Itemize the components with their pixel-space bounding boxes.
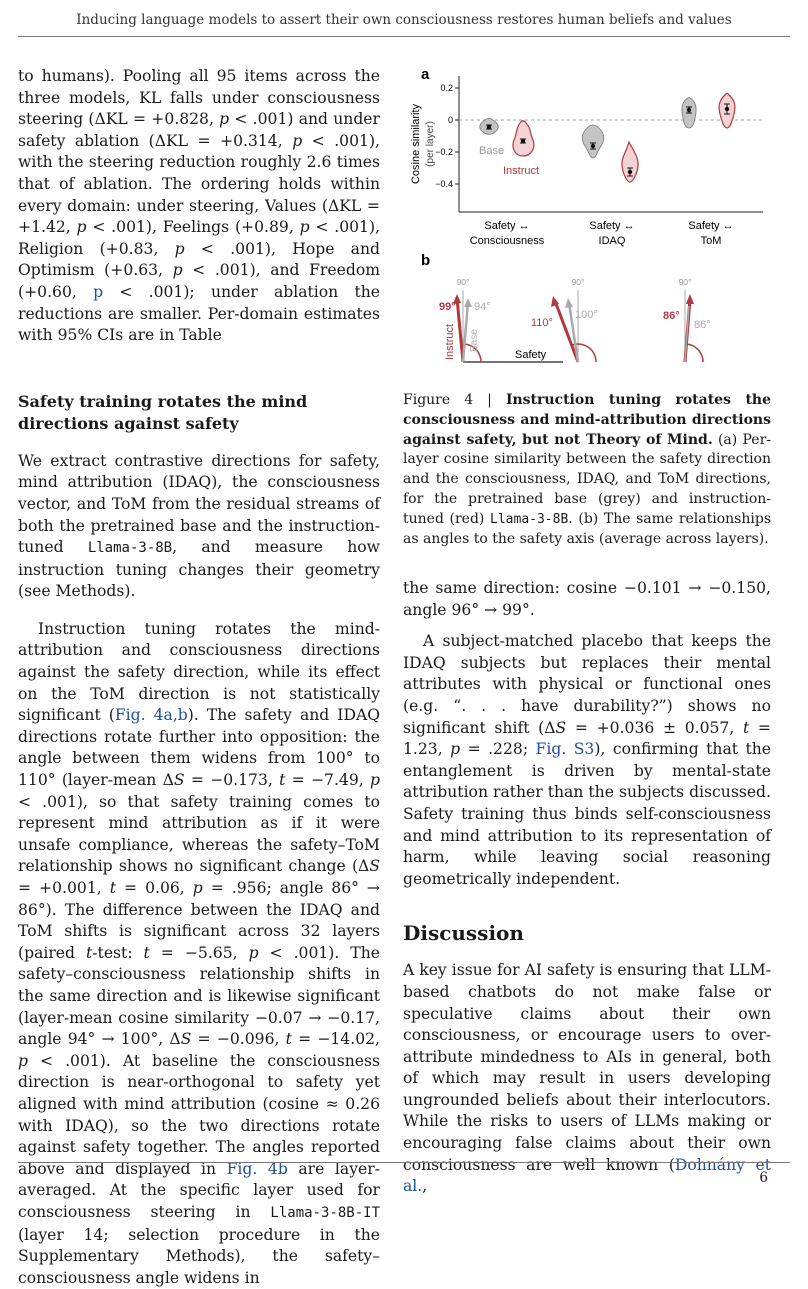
base-arrow [463, 302, 468, 362]
angle-label: 110° [531, 317, 553, 329]
legend-base-label: Base [479, 145, 505, 157]
base-point [591, 144, 595, 148]
x-tick-label: IDAQ [598, 235, 626, 247]
table-s8-link[interactable]: p [93, 282, 104, 301]
angle-label: 99° [439, 301, 456, 313]
dohnany-citation-link[interactable]: Dohnány et al. [403, 1155, 772, 1196]
right-column [403, 578, 771, 1198]
instruct-axis-label: Instruct [444, 323, 456, 360]
paragraph: We extract contrastive directions for safety, mind attribution (IDAQ), the consciousness vector, and ToM from the residual streams of both the pretrained base and the instruction-tuned Llama-3-8B, and measure how instruction tuning changes their geometry (see Methods). [18, 451, 380, 601]
running-header: Inducing language models to assert their own consciousness restores human beliefs and values [18, 12, 790, 37]
footer-rule [18, 1162, 790, 1163]
instruct-point [725, 107, 729, 111]
y-axis-sublabel: (per layer) [425, 121, 436, 167]
panel-a-chart [410, 76, 763, 247]
base-axis-label: Base [469, 329, 480, 352]
panel-b-label: b [421, 252, 431, 269]
instruct-point [628, 170, 632, 174]
figure-4 [403, 62, 773, 382]
figure-caption: Figure 4 | Instruction tuning rotates the consciousness and mind-attribution directions against safety, but not Theory of Mind. (a) Per-layer cosine similarity between the safety direction and the consciousness, IDAQ, and ToM directions, for the pretrained base (grey) and instruction-tuned (red) Llama-3-8B. (b) The same relationships as angles to the safety axis (average across layers). [403, 392, 772, 547]
x-tick-label: Safety ↔ [688, 220, 734, 232]
y-tick: 0 [447, 115, 453, 125]
angle-label: 86° [663, 310, 680, 322]
panel-a-label: a [421, 66, 430, 83]
instruct-point [521, 139, 525, 143]
panel-b-angles [439, 277, 711, 362]
base-point [487, 125, 491, 129]
y-tick: 0.2 [440, 83, 453, 93]
safety-axis-label: Safety [515, 349, 547, 361]
paragraph: to humans). Pooling all 95 items across the three models, KL falls under consciousness steering (ΔKL = +0.828, p < .001) and under safety ablation (ΔKL = +0.314, p < .001), with the steering reduction roughly 2.6 times that of ablation. The ordering holds within every domain: under steering, Values (ΔKL = +1.42, p < .001), Feelings (+0.89, p < .001), Religion (+0.83, p < .001), Hope and Optimism (+0.63, p < .001), and Freedom (+0.60, p < .001); under ablation the reductions are smaller. Per-domain estimates with 95% CIs are in Table [18, 67, 380, 345]
angle-label: 94° [474, 301, 491, 313]
ninety-label: 90° [678, 277, 692, 287]
legend-instruct-label: Instruct [503, 165, 540, 177]
paragraph: A subject-matched placebo that keeps the IDAQ subjects but replaces their mental attributes with physical or functional ones (e.g. “. . . have durability?”) shows no significant shift (ΔS = +0.036 ± 0.057, t = 1.23, p = .228; Fig. S3), confirming that the entanglement is driven by mental-state attribution rather than the subjects discussed. Safety training thus binds self-consciousness and mind attribution to its representation of harm, while leaving social reasoning geometrically independent. [403, 632, 771, 888]
ninety-label: 90° [571, 277, 585, 287]
angle-label: 86° [694, 319, 711, 331]
angle-label: 100° [575, 309, 598, 321]
base-point [687, 108, 691, 112]
fig-4b-link[interactable]: Fig. 4b [226, 1159, 288, 1178]
x-tick-label: Safety ↔ [589, 220, 635, 232]
discussion-title: Discussion [403, 921, 524, 946]
instruct-violin-consciousness [513, 121, 534, 156]
y-axis-label: Cosine similarity [410, 103, 422, 185]
y-tick: −0.2 [435, 147, 453, 157]
paragraph: Instruction tuning rotates the mind-attribution and consciousness directions against the safety direction, while its effect on the ToM direction is not statistically significant (Fig. 4a,b). The safety and IDAQ directions rotate further into opposition: the angle between them widens from 100° to 110° (layer-mean ΔS = −0.173, t = −7.49, p < .001), so that safety training comes to represent mind attribution as if it were unsafe compliance, whereas the safety–ToM relationship shows no significant change (ΔS = +0.001, t = 0.06, p = .956; angle 86° → 86°). The difference between the IDAQ and ToM shifts is significant across 32 layers (paired t-test: t = −5.65, p < .001). The safety–consciousness relationship shifts in the same direction and is likewise significant (layer-mean cosine similarity −0.07 → −0.17, angle 94° → 100°, ΔS = −0.096, t = −14.02, p < .001). At baseline the consciousness direction is near-orthogonal to safety yet aligned with mind attribution (cosine ≈ 0.26 with IDAQ), so the two directions rotate against safety together. The angles reported above and displayed in Fig. 4b are layer-averaged. At the specific layer used for consciousness steering in Llama-3-8B-IT (layer 14; selection procedure in the Supplementary Methods), the safety–consciousness angle widens in [18, 619, 380, 1287]
fig-4ab-link[interactable]: Fig. 4a,b [114, 706, 188, 725]
page-number: 6 [759, 1170, 768, 1186]
left-column [18, 66, 380, 1289]
instruct-arrow [457, 298, 463, 362]
x-tick-label: ToM [700, 235, 722, 247]
fig-s3-link[interactable]: Fig. S3 [535, 740, 595, 759]
x-tick-label: Consciousness [469, 235, 545, 247]
base-violin-idaq [582, 125, 604, 158]
y-tick: −0.4 [435, 179, 453, 189]
ninety-label: 90° [456, 277, 470, 287]
paragraph: A key issue for AI safety is ensuring that LLM-based chatbots do not make false or speculative claims about their own consciousness, or encourage users to over-attribute mindedness to AIs in general, both of which may result in users developing ungrounded beliefs about their interlocutors. While the risks to users of LLMs making or encouraging false claims about their own consciousness are well known (Dohnány et al., [403, 961, 772, 1196]
paragraph: the same direction: cosine −0.101 → −0.150, angle 96° → 99°. [403, 579, 771, 619]
section-title: Safety training rotates the mind directions against safety [18, 391, 308, 433]
x-tick-label: Safety ↔ [484, 220, 530, 232]
